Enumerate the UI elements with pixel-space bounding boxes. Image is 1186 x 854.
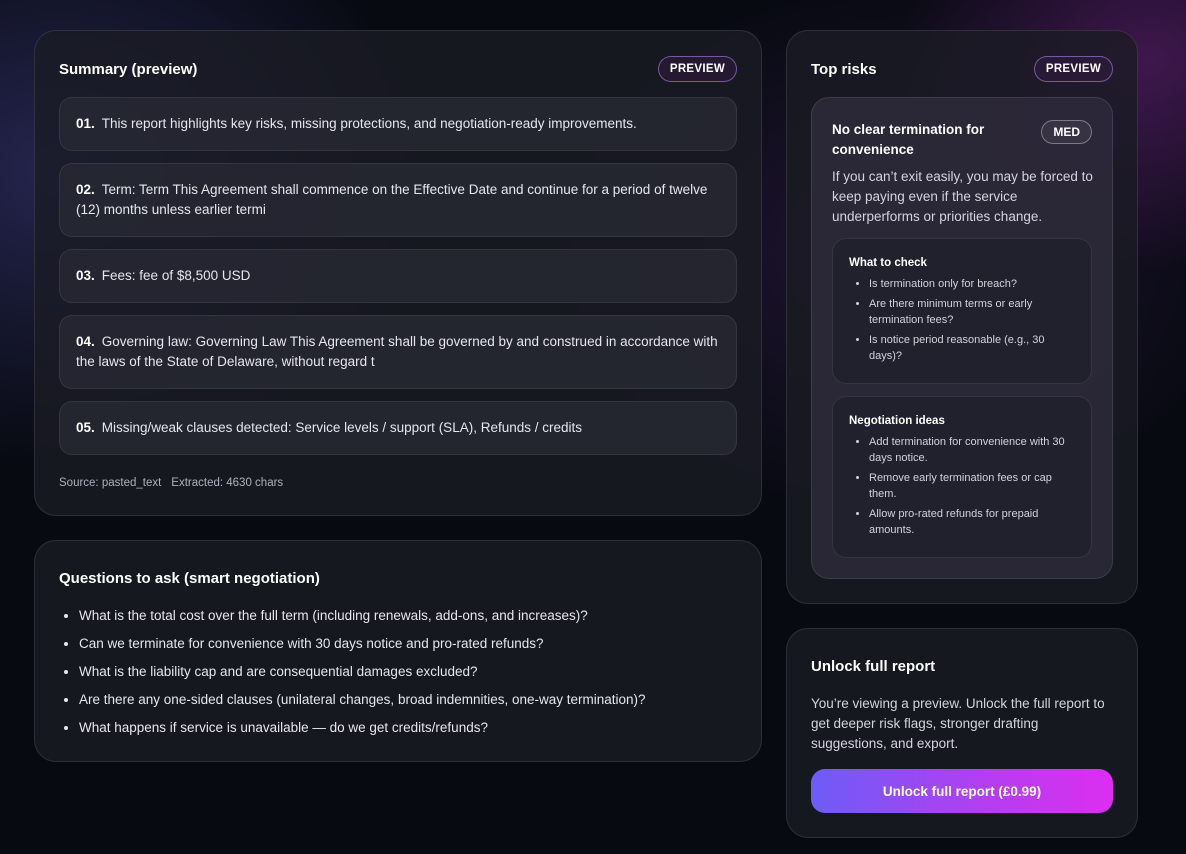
- source-label: Source: pasted_text: [59, 477, 162, 489]
- questions-card: [34, 540, 762, 762]
- summary-item: [59, 249, 737, 303]
- summary-item-text: Missing/weak clauses detected: Service levels / support (SLA), Refunds / credits: [101, 420, 582, 435]
- what-to-check-list: [849, 276, 1075, 364]
- summary-item-number: 01.: [76, 116, 95, 131]
- summary-item-text: Governing law: Governing Law This Agreement shall be governed by and construed in accordance with the laws of the State of Delaware, without regard t: [76, 334, 718, 369]
- summary-item: [59, 401, 737, 455]
- summary-item: [59, 163, 737, 237]
- risk-description: If you can’t exit easily, you may be forced to keep paying even if the service underperforms or priorities change.: [832, 169, 1093, 224]
- idea-item: • Add termination for convenience with 30 days notice.: [869, 434, 1075, 466]
- what-to-check-box: [832, 238, 1092, 384]
- top-risks-title: Top risks: [811, 61, 877, 78]
- summary-item-text: This report highlights key risks, missing protections, and negotiation-ready improvements.: [101, 116, 637, 131]
- question-item: • Can we terminate for convenience with 30 days notice and pro-rated refunds?: [79, 634, 749, 654]
- check-item: • Is notice period reasonable (e.g., 30 days)?: [869, 332, 1075, 364]
- summary-item-number: 05.: [76, 420, 95, 435]
- check-item: • Is termination only for breach?: [869, 276, 1075, 292]
- what-to-check-title: What to check: [849, 257, 927, 269]
- unlock-card: [786, 628, 1138, 838]
- summary-item-text: Fees: fee of $8,500 USD: [101, 268, 251, 283]
- questions-list: [79, 606, 749, 746]
- severity-badge: MED: [1041, 120, 1092, 144]
- summary-item: [59, 315, 737, 389]
- preview-badge: PREVIEW: [1034, 56, 1113, 82]
- summary-item-number: 04.: [76, 334, 95, 349]
- unlock-full-report-button[interactable]: Unlock full report (£0.99): [811, 769, 1113, 813]
- summary-item-text: Term: Term This Agreement shall commence on the Effective Date and continue for a period of twelve (12) months unless earlier termi: [76, 182, 708, 217]
- risk-item-card: [811, 97, 1113, 579]
- unlock-description: You’re viewing a preview. Unlock the full report to get deeper risk flags, stronger drafting suggestions, and export.: [811, 696, 1105, 751]
- source-meta: [59, 477, 293, 489]
- questions-title: Questions to ask (smart negotiation): [59, 570, 320, 587]
- idea-item: • Allow pro-rated refunds for prepaid amounts.: [869, 506, 1075, 538]
- top-risks-card: [786, 30, 1138, 604]
- check-item: • Are there minimum terms or early termination fees?: [869, 296, 1075, 328]
- summary-title: Summary (preview): [59, 61, 198, 78]
- summary-item-number: 02.: [76, 182, 95, 197]
- preview-badge: PREVIEW: [658, 56, 737, 82]
- question-item: • What is the liability cap and are consequential damages excluded?: [79, 662, 749, 682]
- negotiation-ideas-box: [832, 396, 1092, 558]
- negotiation-ideas-title: Negotiation ideas: [849, 415, 945, 427]
- risk-title: No clear termination for convenience: [832, 122, 985, 157]
- negotiation-ideas-list: [849, 434, 1075, 538]
- question-item: • What happens if service is unavailable — do we get credits/refunds?: [79, 718, 749, 738]
- question-item: • Are there any one-sided clauses (unilateral changes, broad indemnities, one-way termination)?: [79, 690, 749, 710]
- extracted-label: Extracted: 4630 chars: [171, 477, 284, 489]
- summary-item-number: 03.: [76, 268, 95, 283]
- idea-item: • Remove early termination fees or cap them.: [869, 470, 1075, 502]
- unlock-title: Unlock full report: [811, 658, 936, 675]
- question-item: • What is the total cost over the full term (including renewals, add-ons, and increases)?: [79, 606, 749, 626]
- summary-card: [34, 30, 762, 516]
- summary-item: [59, 97, 737, 151]
